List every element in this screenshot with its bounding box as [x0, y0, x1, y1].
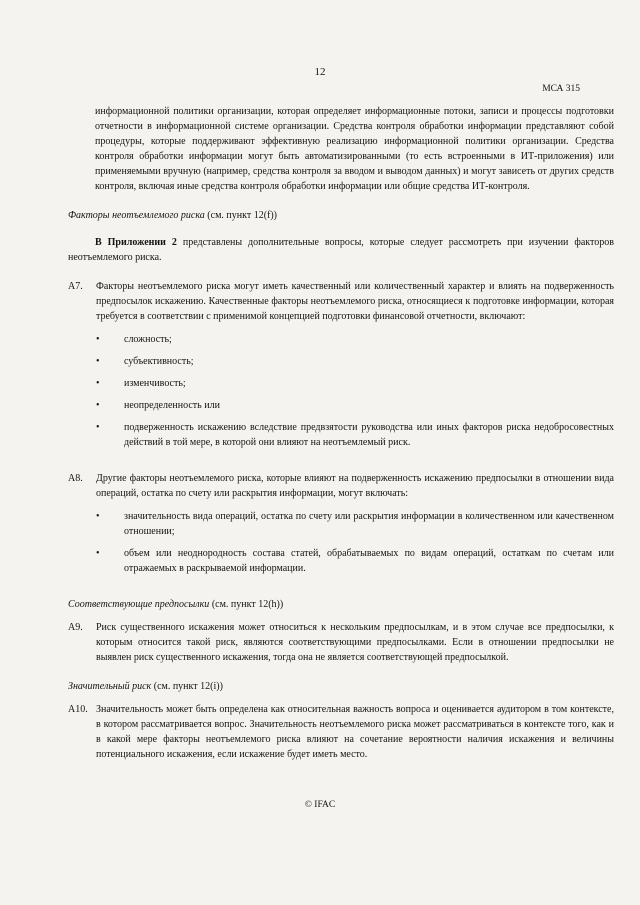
bullet-icon: • [96, 378, 100, 389]
section-title: Факторы неотъемлемого риска [68, 210, 205, 221]
bullet-icon: • [96, 422, 100, 433]
bullet-list [96, 509, 614, 576]
section-heading-inherent-risk-factors [68, 208, 614, 223]
document-body [68, 104, 614, 762]
paragraph-a10 [68, 702, 614, 762]
document-code: МСА 315 [542, 84, 580, 94]
list-item: • изменчивость; [96, 378, 186, 389]
section-reference: (см. пункт 12(f)) [204, 210, 278, 221]
paragraph-a8 [68, 471, 614, 583]
appendix-reference: В Приложении 2 [95, 237, 177, 248]
paragraph-number: А10. [68, 704, 88, 715]
bullet-icon: • [96, 334, 100, 345]
paragraph-number: А7. [68, 281, 83, 292]
paragraph-a9 [68, 620, 614, 665]
section-reference: (см. пункт 12(h)) [209, 599, 284, 610]
bullet-icon: • [96, 356, 100, 367]
section-title: Соответствующие предпосылки [68, 599, 210, 610]
section-title: Значительный риск [68, 681, 152, 692]
bullet-icon: • [96, 511, 100, 522]
page-number: 12 [314, 66, 326, 78]
paragraph-text: Факторы неотъемлемого риска могут иметь качественный или количественный характер и влиять на подверженность предпосылок искажению. Качественные факторы неотъемлемого риска, относящиеся к подготовке информации, которая требуется в соответствии с применимой концепцией подготовки финансовой отчетности, включают: [96, 281, 614, 322]
list-item: • значительность вида операций, остатка по счету или раскрытия информации в количественном или качественном отношении; [96, 511, 614, 537]
continuation-paragraph: информационной политики организации, которая определяет информационные потоки, записи и процессы подготовки отчетности в информационной системе организации. Средства контроля обработки информации представляют собой процедуры, которые поддерживают эффективную реализацию информационной политики организации. Средства контроля обработки информации могут быть автоматизированными (то есть встроенными в ИТ-приложения) или применяемыми вручную (например, средства контроля за вводом и выводом данных) и могут зависеть от других средств контроля, включая иные средства контроля обработки информации или общие средства ИТ-контроля. [95, 106, 614, 192]
section-heading-significant-risk [68, 679, 614, 694]
bullet-icon: • [96, 548, 100, 559]
paragraph-a7 [68, 279, 614, 457]
paragraph-text: Риск существенного искажения может относиться к нескольким предпосылкам, и в этом случае все предпосылки, к которым относится такой риск, являются соответствующими предпосылками. Если в отношении предпосылки не выявлен риск существенного искажения, тогда она не является соответствующей предпосылкой. [96, 622, 614, 663]
list-item: • подверженность искажению вследствие предвзятости руководства или иных факторов риска недобросовестных действий в той мере, в которой они влияют на неотъемлемый риск. [96, 422, 614, 448]
list-item: • субъективность; [96, 356, 194, 367]
bullet-list [96, 332, 614, 450]
list-item: • неопределенность или [96, 400, 220, 411]
paragraph-text: Значительность может быть определена как относительная важность вопроса и оценивается аудитором в том контексте, в котором рассматривается вопрос. Значительность неотъемлемого риска может рассматриваться в контексте того, как и в какой мере факторы неотъемлемого риска влияют на сочетание вероятности наличия искажения и величины потенциального искажения, если искажение будет иметь место. [96, 704, 614, 760]
list-item: • объем или неоднородность состава статей, обрабатываемых по видам операций, остаткам по счетам или отражаемых в раскрываемой информации. [96, 548, 614, 574]
section-reference: (см. пункт 12(i)) [151, 681, 223, 692]
copyright-footer: © IFAC [304, 800, 336, 810]
intro-paragraph: В Приложении 2 представлены дополнительные вопросы, которые следует рассмотреть при изучении факторов неотъемлемого риска. [68, 237, 614, 263]
paragraph-number: А8. [68, 473, 83, 484]
list-item: • сложность; [96, 334, 172, 345]
paragraph-text: Другие факторы неотъемлемого риска, которые влияют на подверженность искажению предпосылки в отношении вида операций, остатка по счету или раскрытия информации, могут включать: [96, 473, 614, 499]
paragraph-number: А9. [68, 622, 83, 633]
bullet-icon: • [96, 400, 100, 411]
section-heading-relevant-assertions [68, 597, 614, 612]
